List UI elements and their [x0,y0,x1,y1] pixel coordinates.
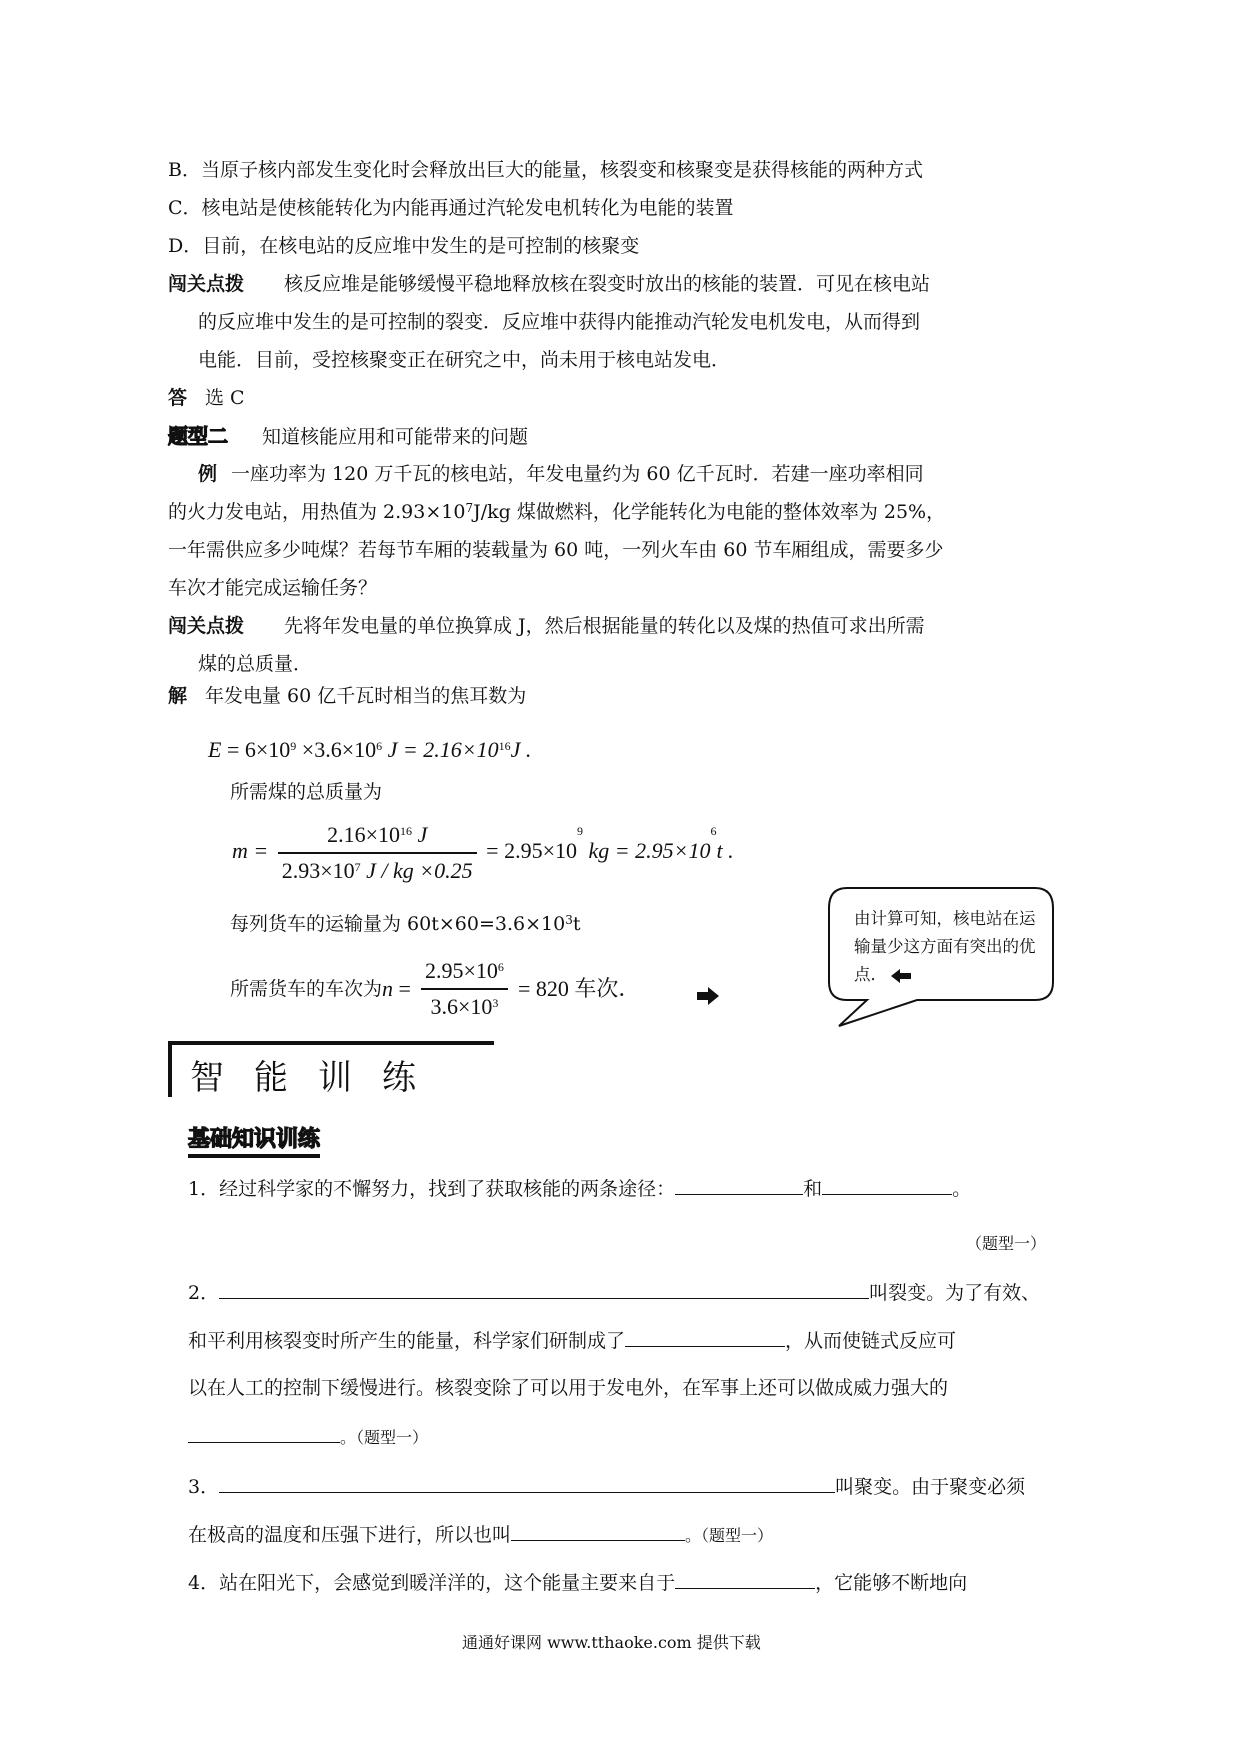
trips-line [230,956,640,1022]
example-line-1 [198,462,924,486]
eq-part: kg = 2.95×10 [582,838,711,864]
transport-text: 每列货车的运输量为 60t×60=3.6×10 [230,913,566,935]
question-2-line-2 [188,1328,956,1353]
question-text: 和 [803,1178,823,1200]
eq-var: E [208,737,222,762]
question-text: ，它能够不断地向 [815,1572,968,1594]
hint-text: 核反应堆是能够缓慢平稳地释放核在裂变时放出的核能的装置．可见在核电站 [284,273,931,295]
mass-intro: 所需煤的总质量为 [230,781,383,803]
question-2-line-3: 以在人工的控制下缓慢进行。核裂变除了可以用于发电外，在军事上还可以做成威力强大的 [188,1377,949,1399]
transport-line [230,912,580,936]
hint-2 [168,614,925,638]
option-b: B．当原子核内部发生变化时会释放出巨大的能量，核裂变和核聚变是获得核能的两种方式 [168,159,923,181]
eq-var: m = [232,838,269,864]
answer-blank[interactable] [675,1570,815,1589]
question-text: 叫聚变。由于聚变必须 [835,1476,1026,1498]
answer-blank[interactable] [511,1522,685,1541]
hint-1-line-2: 的反应堆中发生的是可控制的裂变．反应堆中获得内能推动汽轮发电机发电，从而得到 [198,311,921,333]
hint-1-line-3: 电能．目前，受控核聚变正在研究之中，尚未用于核电站发电． [198,349,731,371]
answer [168,386,245,410]
type-tag: 题型二 [168,424,228,448]
exponent: 3 [565,913,573,927]
section-subtitle: 基础知识训练 [188,1122,320,1158]
bubble-note: 由计算可知，核电站在运输量少这方面有突出的优点． [854,909,1036,984]
exponent: 9 [576,824,583,838]
answer-blank[interactable] [675,1176,803,1195]
solution-intro [168,684,526,708]
question-text: ，从而使链式反应可 [785,1330,957,1352]
equation-energy [208,738,531,762]
question-text: 和平利用核裂变时所产生的能量，科学家们研制成了 [188,1330,626,1352]
arrow-left-icon [891,969,911,983]
answer-text: 选 C [205,387,245,409]
eq-part: J = 2.16×10 [382,737,499,762]
eq-part: t . [716,838,734,864]
answer-blank[interactable] [822,1176,952,1195]
example-text: 的火力发电站，用热值为 2.93×10 [168,501,466,523]
exponent: 6 [710,824,717,838]
question-1-tag: （题型一） [966,1234,1047,1253]
answer-blank[interactable] [219,1280,869,1299]
question-number: 3． [188,1476,220,1498]
answer-label: 答 [168,387,188,409]
numerator: $2.16\times 10^{16}$ J [278,820,477,854]
type-heading [168,424,528,449]
question-1 [188,1176,971,1201]
example-text: J/kg 煤做燃料，化学能转化为电能的整体效率为 25%， [473,501,946,523]
eq-part: = 820 车次． [517,976,641,1001]
eq-part: J . [510,737,532,762]
question-text: 叫裂变。为了有效、 [869,1282,1041,1304]
question-2-line-4 [188,1424,428,1450]
question-text: 。 [952,1178,972,1200]
question-3-line-2 [188,1522,773,1548]
example-label: 例 [198,463,218,485]
option-c: C．核电站是使核能转化为内能再通过汽轮发电机转化为电能的装置 [168,197,734,219]
denominator: $2.93\times 10^7$ J / kg ×0.25 [281,858,473,883]
hint-label: 闯关点拨 [168,273,245,295]
example-line-4: 车次才能完成运输任务？ [168,577,378,599]
denominator: $3.6\times 10^3$ [430,994,499,1019]
hint-text: 先将年发电量的单位换算成 J，然后根据能量的转化以及煤的热值可求出所需 [284,615,925,637]
numerator: $2.95\times 10^6$ [421,956,508,990]
trips-text: 所需货车的车次为 [230,978,383,1000]
eq-part: ×3.6×10 [296,737,377,762]
answer-blank[interactable] [625,1328,785,1347]
question-2 [188,1280,1040,1305]
eq-part: = 2.95×10 [486,838,577,864]
hint-1 [168,272,930,296]
question-text: 在极高的温度和压强下进行，所以也叫 [188,1524,512,1546]
example-text: 一座功率为 120 万千瓦的核电站，年发电量约为 60 亿千瓦时．若建一座功率相同 [231,463,924,485]
eq-part: = [393,976,411,1001]
type-title: 知道核能应用和可能带来的问题 [262,426,529,448]
bubble-text [854,905,1044,989]
equation-mass [232,820,734,886]
question-text: 1．经过科学家的不懈努力，找到了获取核能的两条途径： [188,1178,676,1200]
question-text: 。（题型一） [685,1526,774,1545]
exponent: 16 [498,739,511,753]
arrow-right-icon [697,987,719,1005]
solution-label: 解 [168,685,188,707]
question-text: 。（题型一） [340,1428,429,1447]
exponent: 9 [290,739,297,753]
exponent: 7 [465,501,474,515]
answer-blank[interactable] [188,1424,340,1443]
question-number: 2． [188,1282,220,1304]
exponent: 6 [376,739,383,753]
fraction [421,956,508,1022]
eq-var: n [382,976,394,1001]
question-3 [188,1474,1025,1499]
fraction [278,820,477,886]
answer-blank[interactable] [219,1474,835,1493]
hint-label: 闯关点拨 [168,615,245,637]
hint-2-line-2: 煤的总质量． [198,653,313,675]
section-title: 智能训练 [190,1058,446,1098]
solution-text: 年发电量 60 亿千瓦时相当的焦耳数为 [205,685,527,707]
option-d: D．目前，在核电站的反应堆中发生的是可控制的核聚变 [168,235,640,257]
example-line-3: 一年需供应多少吨煤？若每节车厢的装载量为 60 吨，一列火车由 60 节车厢组成，需要多少 [168,539,944,561]
transport-text: t [572,913,581,935]
question-text: 4．站在阳光下，会感觉到暖洋洋的，这个能量主要来自于 [188,1572,676,1594]
question-4 [188,1570,967,1595]
eq-part: = 6×10 [221,737,291,762]
footer: 通通好课网 www.tthaoke.com 提供下载 [462,1633,761,1652]
example-line-2 [168,500,945,524]
